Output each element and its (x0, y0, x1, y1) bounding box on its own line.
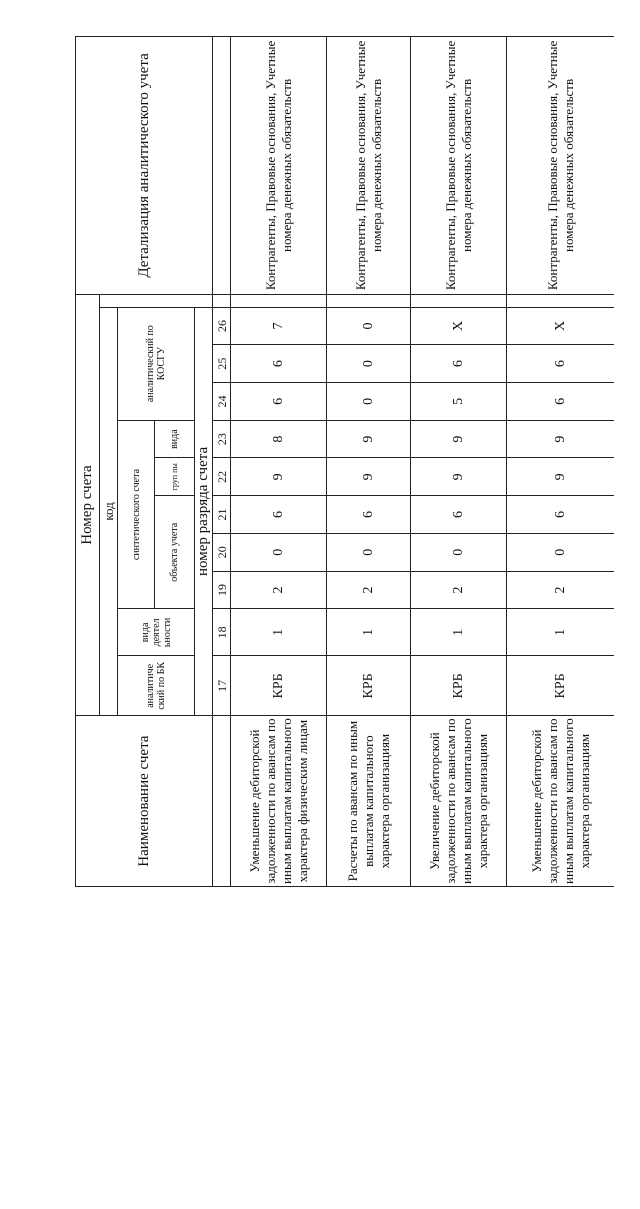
header-kosgu: аналитический по КОСГУ (118, 307, 195, 420)
row-value: 1 (327, 609, 411, 656)
row-value: 0 (327, 383, 411, 421)
row-value: КРБ (231, 656, 327, 716)
row-blank-cell (507, 294, 615, 307)
row-value: 6 (411, 496, 507, 534)
header-account-number: Номер счета (76, 294, 100, 715)
row-value: 0 (327, 533, 411, 571)
blank-spacer-cell (100, 294, 213, 307)
row-value: 9 (327, 458, 411, 496)
digit-cell: 18 (213, 609, 231, 656)
row-value: 2 (327, 571, 411, 609)
table-row (231, 37, 327, 887)
digit-cell: 19 (213, 571, 231, 609)
header-detail: Детализация аналитического учета (76, 37, 213, 295)
row-value: 6 (507, 383, 615, 421)
row-value: 1 (231, 609, 327, 656)
row-value: КРБ (327, 656, 411, 716)
row-account-name: Уменьшение дебиторской задолженности по авансам по иным выплатам капитального характера физическим лицам (231, 716, 327, 887)
header-synthetic: синтетического счета (118, 420, 155, 609)
row-detail: Контрагенты, Правовые основания, Учетные номера денежных обязательств (507, 37, 615, 295)
row-account-name: Увеличение дебиторской задолженности по авансам по иным выплатам капитального характера организациям (411, 716, 507, 887)
header-code: код (100, 307, 118, 716)
account-table (75, 36, 614, 887)
row-value: 2 (507, 571, 615, 609)
rotated-content (75, 36, 614, 887)
row-value: 9 (411, 458, 507, 496)
digit-cell: 25 (213, 345, 231, 383)
row-account-name: Уменьшение дебиторской задолженности по авансам по иным выплатам капитального характера организациям (507, 716, 615, 887)
row-value: КРБ (411, 656, 507, 716)
row-detail: Контрагенты, Правовые основания, Учетные номера денежных обязательств (231, 37, 327, 295)
row-value: 9 (411, 420, 507, 458)
digit-cell: 24 (213, 383, 231, 421)
row-value: 1 (507, 609, 615, 656)
row-value: КРБ (507, 656, 615, 716)
row-value: X (507, 307, 615, 345)
row-account-name: Расчеты по авансам по иным выплатам капитального характера организациям (327, 716, 411, 887)
digit-cell: 22 (213, 458, 231, 496)
row-detail: Контрагенты, Правовые основания, Учетные номера денежных обязательств (411, 37, 507, 295)
row-value: 9 (327, 420, 411, 458)
header-activity-kind: вида деятел ьности (118, 609, 195, 656)
digit-cell: 21 (213, 496, 231, 534)
digit-cell: 23 (213, 420, 231, 458)
header-digit-number: номер разряда счета (195, 307, 213, 716)
header-account-name: Наименование счета (76, 716, 213, 887)
header-object: объекта учета (155, 496, 195, 609)
row-value: 9 (507, 420, 615, 458)
header-group: груп пы (155, 458, 195, 496)
header-analytic-bk: аналитиче ский по БК (118, 656, 195, 716)
row-value: 6 (231, 496, 327, 534)
row-value: 6 (231, 345, 327, 383)
row-value: 5 (411, 383, 507, 421)
row-blank-cell (231, 294, 327, 307)
row-value: 0 (327, 345, 411, 383)
header-kind: вида (155, 420, 195, 458)
row-value: 6 (507, 496, 615, 534)
row-value: 2 (411, 571, 507, 609)
row-value: 6 (327, 496, 411, 534)
row-value: 6 (231, 383, 327, 421)
row-value: 1 (411, 609, 507, 656)
table-row (327, 37, 411, 887)
digit-cell-blank (213, 716, 231, 887)
row-value: 9 (507, 458, 615, 496)
row-detail: Контрагенты, Правовые основания, Учетные номера денежных обязательств (327, 37, 411, 295)
row-value: 0 (231, 533, 327, 571)
row-blank-cell (411, 294, 507, 307)
digit-cell-blank (213, 37, 231, 295)
row-value: 6 (507, 345, 615, 383)
row-value: 6 (411, 345, 507, 383)
digit-cell: 20 (213, 533, 231, 571)
digit-cell: 17 (213, 656, 231, 716)
row-value: X (411, 307, 507, 345)
table-row (411, 37, 507, 887)
table-row (507, 37, 615, 887)
row-value: 0 (411, 533, 507, 571)
row-value: 7 (231, 307, 327, 345)
row-value: 0 (327, 307, 411, 345)
row-value: 8 (231, 420, 327, 458)
digit-cell-blank (213, 294, 231, 307)
row-blank-cell (327, 294, 411, 307)
row-value: 2 (231, 571, 327, 609)
table-frame (75, 36, 614, 887)
row-value: 9 (231, 458, 327, 496)
row-value: 0 (507, 533, 615, 571)
digit-cell: 26 (213, 307, 231, 345)
